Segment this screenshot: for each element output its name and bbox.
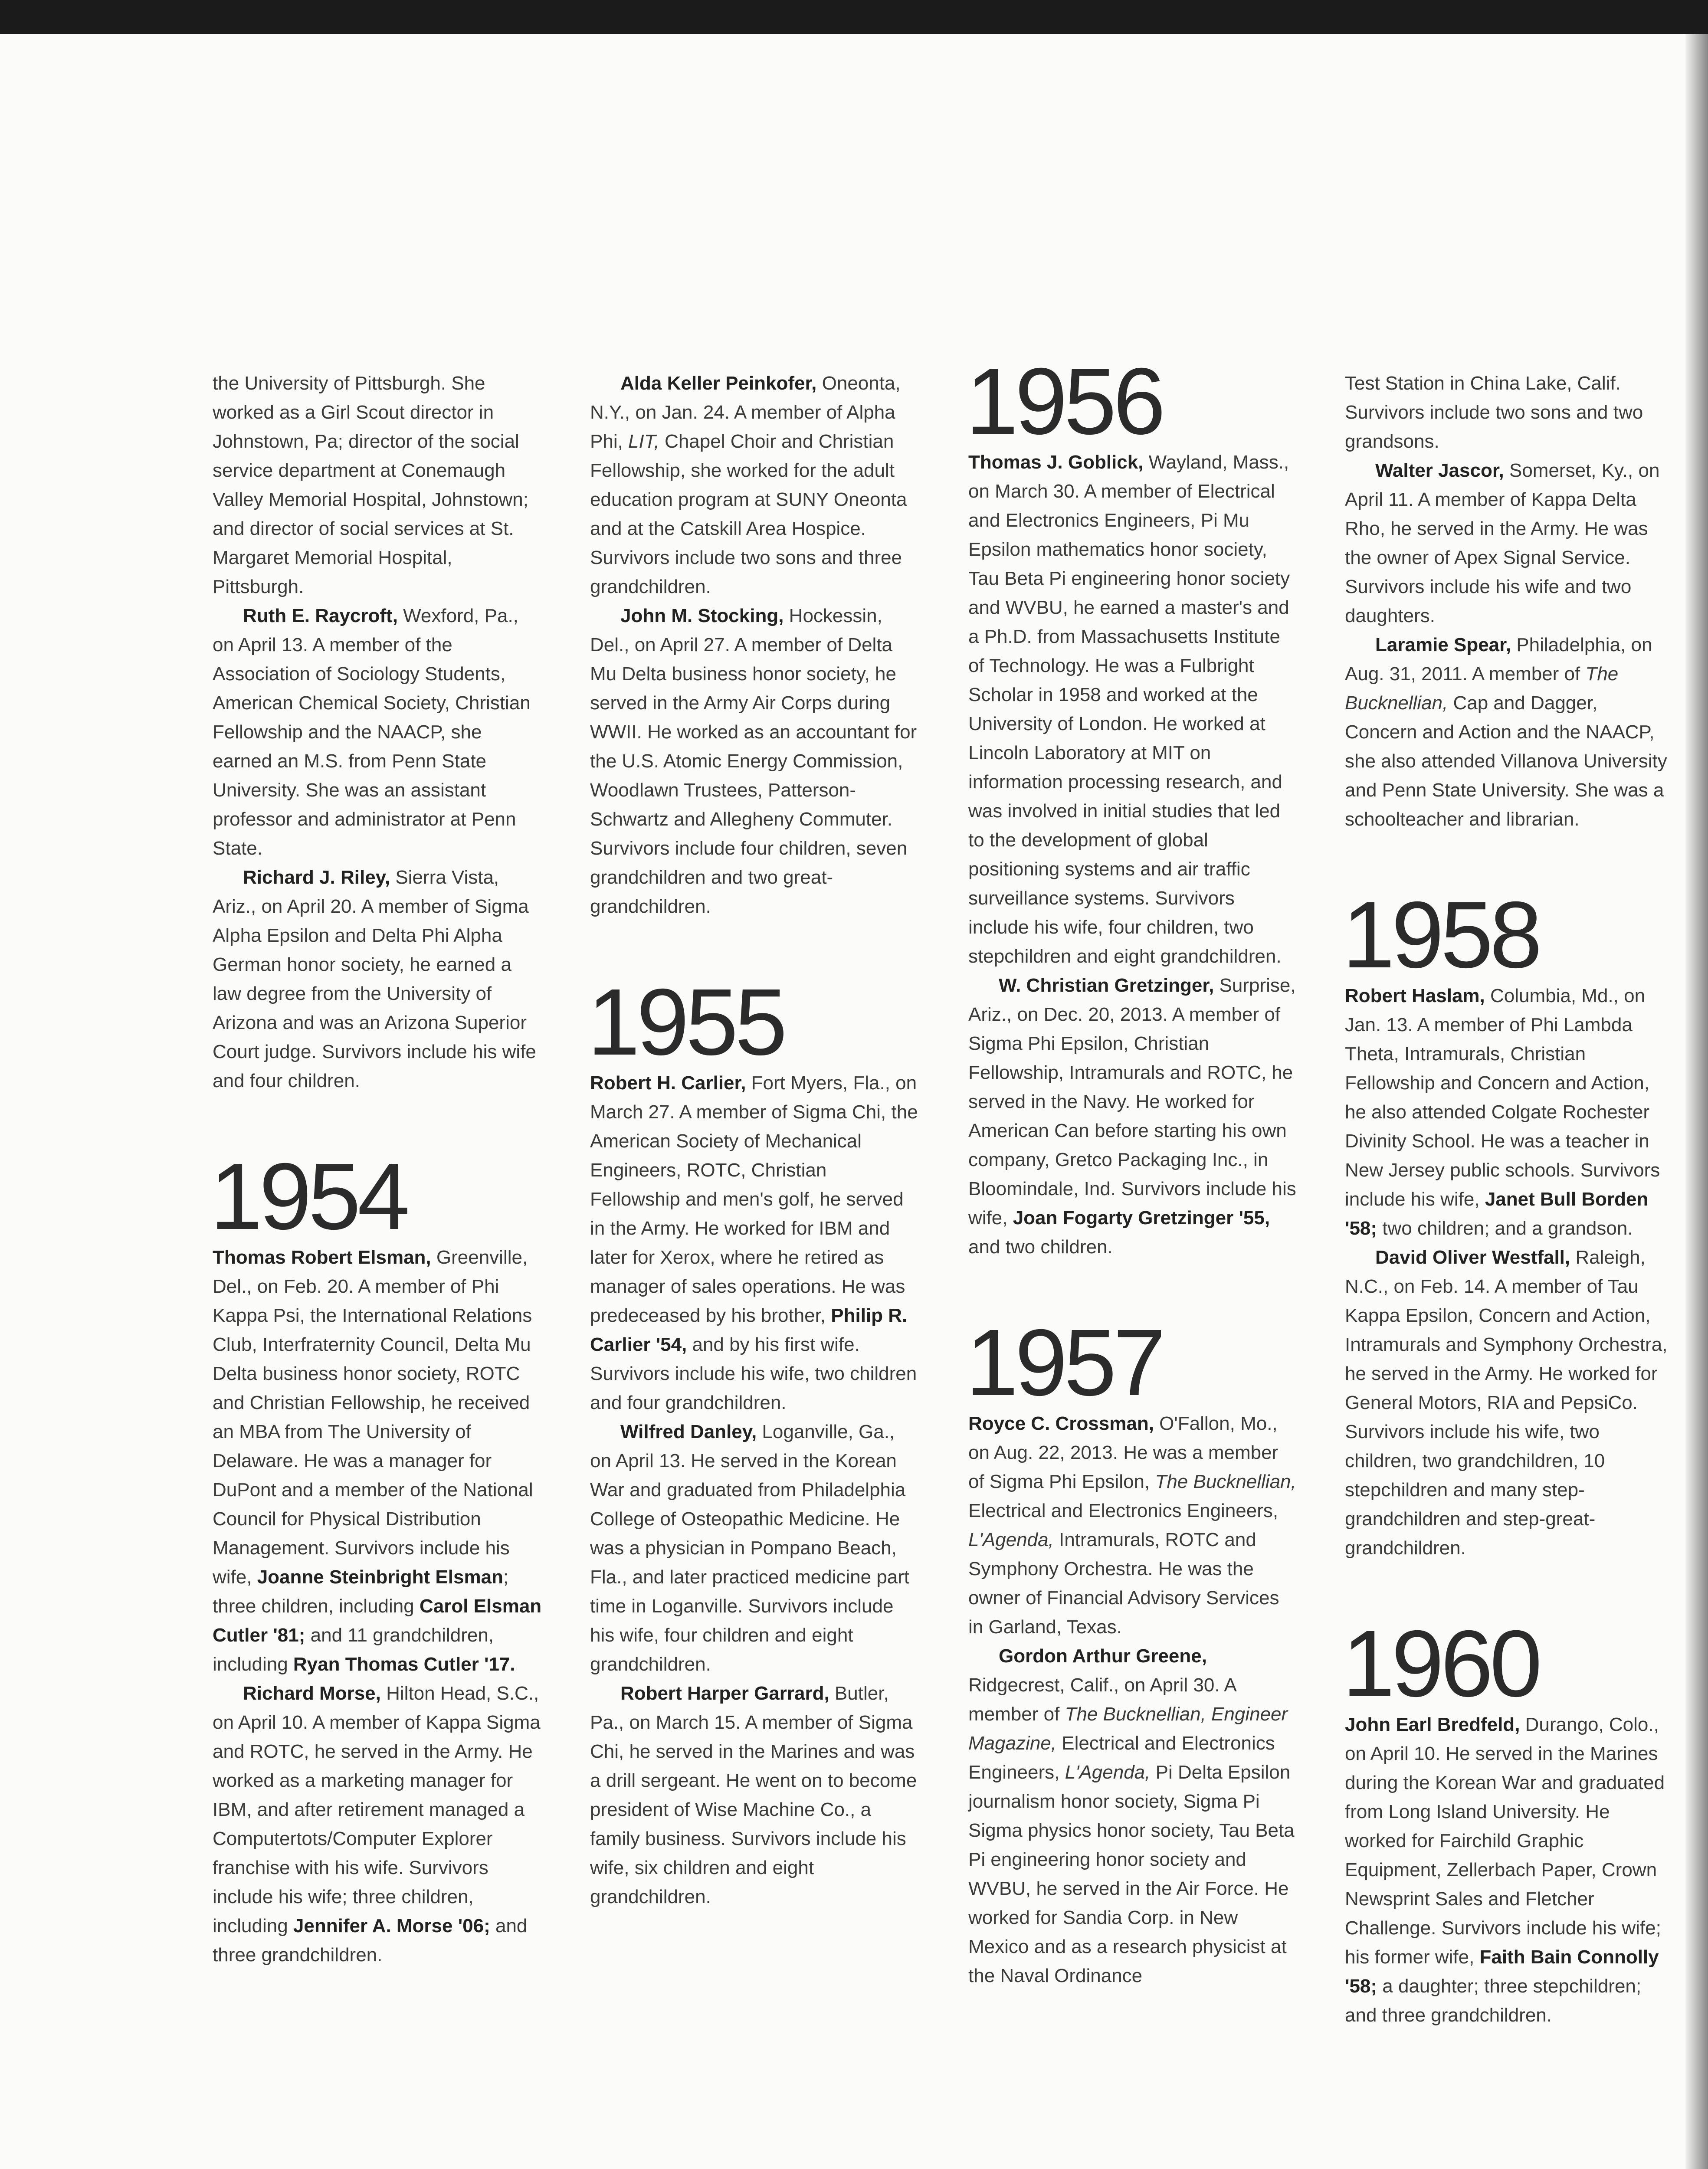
obituary-raycroft: Ruth E. Raycroft, Wexford, Pa., on April 13. A member of the Association of Sociology Students, American Chemical Society, Christian Fellowship and the NAACP, she earned an M.S. from Penn State University. She was an assistant professor and administrator at Penn State. — [213, 605, 531, 859]
obituary-elsman: Thomas Robert Elsman, Greenville, Del., on Feb. 20. A member of Phi Kappa Psi, the International Relations Club, Interfraternity Council, Delta Mu Delta business honor society, ROTC and Christian Fellowship, he received an MBA from The University of Delaware. He was a manager for DuPont and a member of the National Council for Physical Distribution Management. Survivors include his wife, Joanne Steinbright Elsman; three children, including Carol Elsman Cutler '81; and 11 grandchildren, including Ryan Thomas Cutler '17. — [213, 1247, 542, 1675]
obituary-goblick: Thomas J. Goblick, Wayland, Mass., on March 30. A member of Electrical and Electronics Engineers, Pi Mu Epsilon mathematics honor society, Tau Beta Pi engineering honor society and WVBU, he earned a master's and a Ph.D. from Massachusetts Institute of Technology. He was a Fulbright Scholar in 1958 and worked at the University of London. He worked at Lincoln Laboratory at MIT on information processing research, and was involved in initial studies that led to the development of global positioning systems and air traffic surveillance systems. Survivors include his wife, four children, two stepchildren and eight grandchildren. — [968, 452, 1290, 967]
class-year-heading: 1955 — [587, 970, 784, 1075]
obituary-greene: Gordon Arthur Greene, Ridgecrest, Calif., on April 30. A member of The Bucknellian, Engineer Magazine, Electrical and Electronics Engineers, L'Agenda, Pi Delta Epsilon journalism honor society, Sigma Pi Sigma physics honor society, Tau Beta Pi engineering honor society and WVBU, he served in the Air Force. He worked for Sandia Corp. in New Mexico and as a research physicist at the Naval Ordinance — [968, 1645, 1295, 1986]
column-2 — [587, 369, 920, 1911]
class-year-heading: 1954 — [210, 1144, 407, 1249]
obituary-haslam: Robert Haslam, Columbia, Md., on Jan. 13. A member of Phi Lambda Theta, Intramurals, Christian Fellowship and Concern and Action, he also attended Colgate Rochester Divinity School. He was a teacher in New Jersey public schools. Survivors include his wife, Janet Bull Borden '58; two children; and a grandson. — [1345, 985, 1660, 1239]
obituary-gretzinger: W. Christian Gretzinger, Surprise, Ariz., on Dec. 20, 2013. A member of Sigma Phi Epsilon, Christian Fellowship, Intramurals and ROTC, he served in the Navy. He worked for American Can before starting his own company, Gretco Packaging Inc., in Bloomindale, Ind. Survivors include his wife, Joan Fogarty Gretzinger '55, and two children. — [968, 975, 1296, 1258]
scan-border-top — [0, 0, 1708, 34]
obituary-garrard: Robert Harper Garrard, Butler, Pa., on March 15. A member of Sigma Chi, he served in the Marines and was a drill sergeant. He went on to become president of Wise Machine Co., a family business. Survivors include his wife, six children and eight grandchildren. — [590, 1683, 917, 1907]
obituary-continued: the University of Pittsburgh. She worked as a Girl Scout director in Johnstown, Pa; director of the social service department at Conemaugh Valley Memorial Hospital, Johnstown; and director of social services at St. Margaret Memorial Hospital, Pittsburgh. — [213, 373, 528, 597]
obituary-riley: Richard J. Riley, Sierra Vista, Ariz., on April 20. A member of Sigma Alpha Epsilon and Delta Phi Alpha German honor society, he earned a law degree from the University of Arizona and was an Arizona Superior Court judge. Survivors include his wife and four children. — [213, 867, 536, 1091]
class-year-heading: 1958 — [1342, 882, 1539, 988]
obituary-bredfeld: John Earl Bredfeld, Durango, Colo., on April 10. He served in the Marines during the Korean War and graduated from Long Island University. He worked for Fairchild Graphic Equipment, Zellerbach Paper, Crown Newsprint Sales and Fletcher Challenge. Survivors include his wife; his former wife, Faith Bain Connolly '58; a daughter; three stepchildren; and three grandchildren. — [1345, 1714, 1665, 2026]
column-4 — [1342, 369, 1675, 2030]
obituary-spear: Laramie Spear, Philadelphia, on Aug. 31, 2011. A member of The Bucknellian, Cap and Dagger, Concern and Action and the NAACP, she also attended Villanova University and Penn State University. She was a schoolteacher and librarian. — [1345, 634, 1667, 830]
obituary-morse: Richard Morse, Hilton Head, S.C., on April 10. A member of Kappa Sigma and ROTC, he served in the Army. He worked as a marketing manager for IBM, and after retirement managed a Computertots/Computer Explorer franchise with his wife. Survivors include his wife; three children, including Jennifer A. Morse '06; and three grandchildren. — [213, 1683, 541, 1966]
obituary-jascor: Walter Jascor, Somerset, Ky., on April 11. A member of Kappa Delta Rho, he served in the Army. He was the owner of Apex Signal Service. Survivors include his wife and two daughters. — [1345, 460, 1660, 626]
class-year-heading: 1960 — [1342, 1611, 1539, 1717]
obituary-crossman: Royce C. Crossman, O'Fallon, Mo., on Aug. 22, 2013. He was a member of Sigma Phi Epsilon, The Bucknellian, Electrical and Electronics Engineers, L'Agenda, Intramurals, ROTC and Symphony Orchestra. He was the owner of Financial Advisory Services in Garland, Texas. — [968, 1413, 1296, 1638]
column-1 — [210, 369, 542, 1969]
obituary-stocking: John M. Stocking, Hockessin, Del., on April 27. A member of Delta Mu Delta business honor society, he served in the Army Air Corps during WWII. He worked as an accountant for the U.S. Atomic Energy Commission, Woodlawn Trustees, Patterson-Schwartz and Allegheny Commuter. Survivors include four children, seven grandchildren and two great-grandchildren. — [590, 605, 917, 917]
obituary-westfall: David Oliver Westfall, Raleigh, N.C., on Feb. 14. A member of Tau Kappa Epsilon, Concern and Action, Intramurals and Symphony Orchestra, he served in the Army. He worked for General Motors, RIA and PepsiCo. Survivors include his wife, two children, two grandchildren, 10 stepchildren and many step-grandchildren and step-great-grandchildren. — [1345, 1247, 1668, 1559]
obituary-danley: Wilfred Danley, Loganville, Ga., on April 13. He served in the Korean War and graduated from Philadelphia College of Osteopathic Medicine. He was a physician in Pompano Beach, Fla., and later practiced medicine part time in Loganville. Survivors include his wife, four children and eight grandchildren. — [590, 1421, 910, 1675]
column-3 — [966, 349, 1298, 1990]
class-year-heading: 1956 — [966, 349, 1162, 454]
page-gutter-shadow — [1685, 34, 1708, 2169]
class-year-heading: 1957 — [966, 1310, 1162, 1415]
obituary-carlier: Robert H. Carlier, Fort Myers, Fla., on March 27. A member of Sigma Chi, the American Society of Mechanical Engineers, ROTC, Christian Fellowship and men's golf, he served in the Army. He worked for IBM and later for Xerox, where he retired as manager of sales operations. He was predeceased by his brother, Philip R. Carlier '54, and by his first wife. Survivors include his wife, two children and four grandchildren. — [590, 1072, 918, 1413]
obituary-greene-continued: Test Station in China Lake, Calif. Survivors include two sons and two grandsons. — [1345, 373, 1643, 452]
obituary-peinkofer: Alda Keller Peinkofer, Oneonta, N.Y., on Jan. 24. A member of Alpha Phi, LIT, Chapel Choir and Christian Fellowship, she worked for the adult education program at SUNY Oneonta and at the Catskill Area Hospice. Survivors include two sons and three grandchildren. — [590, 373, 907, 597]
